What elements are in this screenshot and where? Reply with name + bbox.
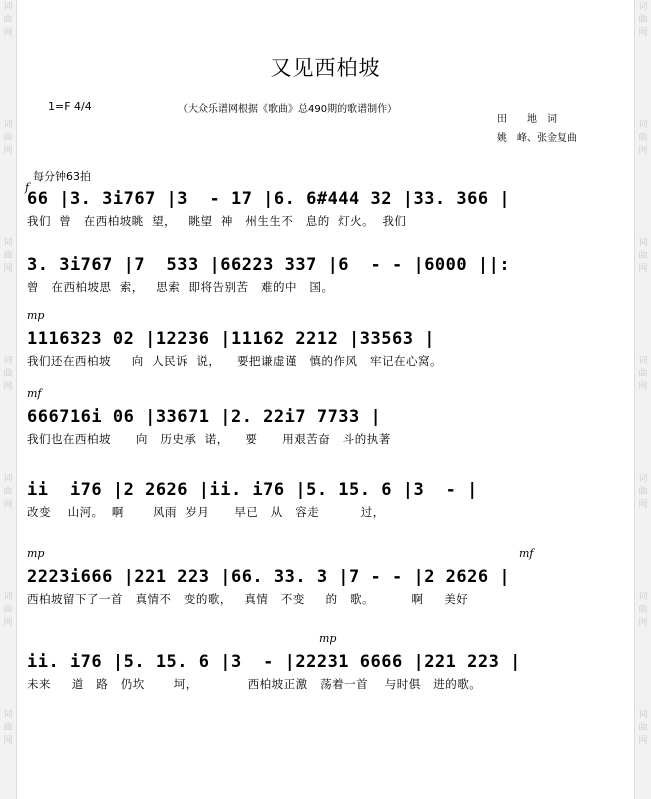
- watermark-char: 网: [638, 382, 648, 392]
- watermark-char: 曲: [638, 723, 648, 733]
- lyrics-line: 我们也在西柏坡 向 历史承 诺， 要 用艰苦奋 斗的执著: [27, 432, 391, 446]
- key-signature: 1=F 4/4: [48, 100, 92, 113]
- watermark-char: 词: [3, 592, 13, 602]
- notation-line: ii. i76 |5. 15. 6 |3 - |22231 6666 |221 223 |: [27, 652, 521, 672]
- watermark-char: 词: [638, 474, 648, 484]
- right-watermark-strip: [634, 0, 651, 799]
- watermark-char: 词: [638, 356, 648, 366]
- notation-line: 1116323 02 |12236 |11162 2212 |33563 |: [27, 329, 435, 349]
- notation-line: 66 |3. 3i767 |3 - 17 |6. 6#444 32 |33. 366 |: [27, 189, 511, 209]
- lyrics-line: 我们 曾 在西柏坡眺 望， 眺望 神 州生生不 息的 灯火。 我们: [27, 214, 407, 228]
- source-note: （大众乐谱网根据《歌曲》总490期的歌谱制作）: [178, 104, 398, 115]
- watermark-char: 网: [3, 736, 13, 746]
- song-title: 又见西柏坡: [270, 56, 381, 80]
- notation-line: 2223i666 |221 223 |66. 33. 3 |7 - - |2 2626 |: [27, 567, 511, 587]
- notation-line: 666716i 06 |33671 |2. 22i7 7733 |: [27, 407, 382, 427]
- watermark-char: 网: [638, 28, 648, 38]
- dynamic-mark-mf: mf: [519, 547, 534, 560]
- watermark-char: 网: [638, 736, 648, 746]
- lyrics-line: 西柏坡留下了一首 真情不 变的歌， 真情 不变 的 歌。 啊 美好: [27, 592, 469, 606]
- watermark-char: 词: [638, 120, 648, 130]
- lyricist-credit: 田 地 词: [497, 114, 557, 125]
- watermark-char: 网: [638, 264, 648, 274]
- watermark-char: 曲: [638, 133, 648, 143]
- watermark-char: 网: [3, 500, 13, 510]
- composer-credit: 姚 峰、张金复曲: [497, 133, 577, 144]
- watermark-char: 网: [3, 146, 13, 156]
- watermark-char: 词: [638, 238, 648, 248]
- watermark-char: 词: [638, 2, 648, 12]
- notation-line: ii i76 |2 2626 |ii. i76 |5. 15. 6 |3 - |: [27, 480, 478, 500]
- watermark-char: 曲: [3, 605, 13, 615]
- watermark-char: 网: [638, 500, 648, 510]
- watermark-char: 词: [638, 710, 648, 720]
- watermark-char: 词: [3, 2, 13, 12]
- notation-line: 3. 3i767 |7 533 |66223 337 |6 - - |6000 ||:: [27, 255, 511, 275]
- watermark-char: 曲: [3, 15, 13, 25]
- dynamic-mark: mp: [27, 547, 45, 560]
- tempo-marking: 每分钟63拍: [33, 170, 91, 183]
- dynamic-mark-mp: mp: [319, 632, 337, 645]
- watermark-char: 网: [638, 618, 648, 628]
- dynamic-mark: mf: [27, 387, 42, 400]
- watermark-char: 曲: [3, 369, 13, 379]
- dynamic-mark: mp: [27, 309, 45, 322]
- watermark-char: 词: [3, 120, 13, 130]
- watermark-char: 曲: [638, 251, 648, 261]
- watermark-char: 词: [3, 356, 13, 366]
- watermark-char: 网: [638, 146, 648, 156]
- lyrics-line: 我们还在西柏坡 向 人民诉 说， 要把谦虚谨 慎的作风 牢记在心窝。: [27, 354, 442, 368]
- lyrics-line: 改变 山河。 啊 风雨 岁月 早已 从 容走 过，: [27, 505, 385, 519]
- watermark-char: 网: [3, 28, 13, 38]
- watermark-char: 曲: [638, 487, 648, 497]
- dynamic-mark: f: [25, 181, 30, 194]
- lyrics-line: 曾 在西柏坡思 索， 思索 即将告别苦 难的中 国。: [27, 280, 334, 294]
- watermark-char: 曲: [638, 605, 648, 615]
- watermark-char: 曲: [3, 487, 13, 497]
- watermark-char: 词: [638, 592, 648, 602]
- watermark-char: 曲: [638, 369, 648, 379]
- watermark-char: 词: [3, 710, 13, 720]
- watermark-char: 网: [3, 264, 13, 274]
- watermark-char: 网: [3, 382, 13, 392]
- watermark-char: 词: [3, 474, 13, 484]
- watermark-char: 曲: [3, 723, 13, 733]
- lyrics-line: 未来 道 路 仍坎 坷， 西柏坡正激 荡着一首 与时俱 进的歌。: [27, 677, 482, 691]
- watermark-char: 曲: [3, 251, 13, 261]
- watermark-char: 曲: [3, 133, 13, 143]
- watermark-char: 曲: [638, 15, 648, 25]
- left-watermark-strip: [0, 0, 17, 799]
- watermark-char: 网: [3, 618, 13, 628]
- watermark-char: 词: [3, 238, 13, 248]
